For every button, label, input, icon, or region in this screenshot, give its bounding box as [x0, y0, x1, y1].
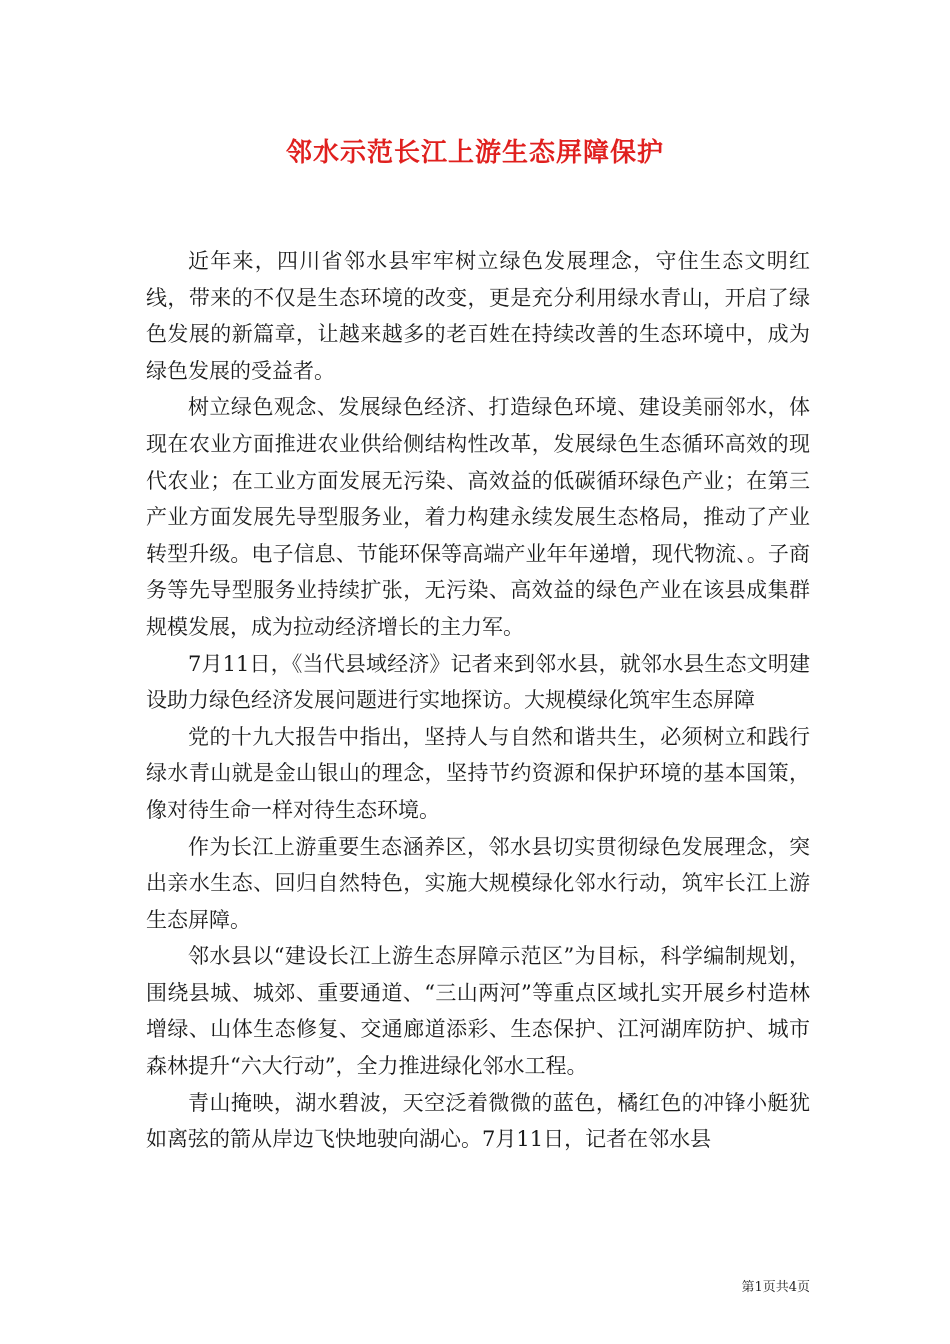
paragraph-1: 近年来，四川省邻水县牢牢树立绿色发展理念，守住生态文明红线，带来的不仅是生态环境的改变，更是充分利用绿水青山，开启了绿色发展的新篇章，让越来越多的老百姓在持续改善的生态环境中，成为绿色发展的受益者。	[146, 249, 810, 383]
paragraph-3: 7月11日，《当代县域经济》记者来到邻水县，就邻水县生态文明建设助力绿色经济发展问题进行实地探访。大规模绿化筑牢生态屏障	[146, 651, 810, 713]
document-title: 邻水示范长江上游生态屏障保护	[285, 138, 664, 168]
paragraph-5: 作为长江上游重要生态涵养区，邻水县切实贯彻绿色发展理念，突出亲水生态、回归自然特色，实施大规模绿化邻水行动，筑牢长江上游生态屏障。	[146, 834, 810, 932]
paragraph-6: 邻水县以“建设长江上游生态屏障示范区”为目标，科学编制规划，围绕县城、城郊、重要通道、“三山两河”等重点区域扎实开展乡村造林增绿、山体生态修复、交通廊道添彩、生态保护、江河湖库防护、城市森林提升“六大行动”，全力推进绿化邻水工程。	[146, 944, 810, 1079]
paragraph-2: 树立绿色观念、发展绿色经济、打造绿色环境、建设美丽邻水，体现在农业方面推进农业供给侧结构性改革，发展绿色生态循环高效的现代农业；在工业方面发展无污染、高效益的低碳循环绿色产业；在第三产业方面发展先导型服务业，着力构建永续发展生态格局，推动了产业转型升级。电子信息、节能环保等高端产业年年递增，现代物流、。子商务等先导型服务业持续扩张，无污染、高效益的绿色产业在该县成集群规模发展，成为拉动经济增长的主力军。	[146, 395, 810, 639]
document-body	[146, 243, 810, 1158]
page-number: 第1页共4页	[741, 1280, 810, 1295]
paragraph-4: 党的十九大报告中指出，坚持人与自然和谐共生，必须树立和践行绿水青山就是金山银山的理念，坚持节约资源和保护环境的基本国策，像对待生命一样对待生态环境。	[146, 724, 810, 822]
paragraph-7: 青山掩映，湖水碧波，天空泛着微微的蓝色，橘红色的冲锋小艇犹如离弦的箭从岸边飞快地驶向湖心。7月11日，记者在邻水县	[146, 1090, 810, 1152]
